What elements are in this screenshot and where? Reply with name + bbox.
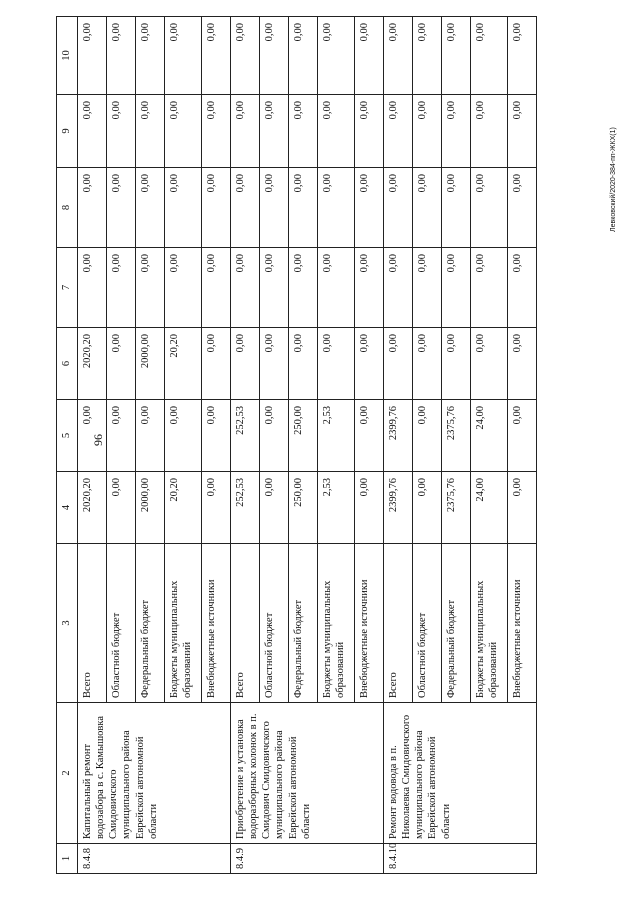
amount-cell: 0,00 xyxy=(508,472,537,544)
amount-cell: 0,00 xyxy=(165,248,202,328)
amount-cell: 0,00 xyxy=(202,328,231,400)
amount-cell: 0,00 xyxy=(508,328,537,400)
funding-source: Всего xyxy=(231,544,260,703)
amount-cell: 0,00 xyxy=(508,168,537,248)
amount-cell: 0,00 xyxy=(202,17,231,95)
amount-cell: 0,00 xyxy=(107,400,136,472)
amount-cell: 0,00 xyxy=(413,95,442,168)
amount-cell: 0,00 xyxy=(384,328,413,400)
amount-cell: 0,00 xyxy=(384,168,413,248)
amount-cell: 0,00 xyxy=(508,95,537,168)
amount-cell: 0,00 xyxy=(471,17,508,95)
amount-cell: 0,00 xyxy=(413,328,442,400)
amount-cell: 0,00 xyxy=(107,248,136,328)
amount-cell: 0,00 xyxy=(136,248,165,328)
item-title: Ремонт водовода в п. Николаевка Смидовичского муниципального района Еврейской автономной области xyxy=(384,703,537,844)
amount-cell: 0,00 xyxy=(355,17,384,95)
header-cell: 7 xyxy=(57,248,78,328)
table-row xyxy=(78,17,107,874)
amount-cell: 0,00 xyxy=(165,95,202,168)
funding-source: Всего xyxy=(78,544,107,703)
budget-table xyxy=(56,16,537,874)
table-header-row xyxy=(57,17,78,874)
amount-cell: 0,00 xyxy=(78,248,107,328)
item-code: 8.4.8 xyxy=(78,844,231,874)
amount-cell: 0,00 xyxy=(260,17,289,95)
funding-source: Всего xyxy=(384,544,413,703)
amount-cell: 0,00 xyxy=(413,168,442,248)
amount-cell: 0,00 xyxy=(471,168,508,248)
amount-cell: 0,00 xyxy=(471,248,508,328)
amount-cell: 0,00 xyxy=(318,95,355,168)
item-title: Капитальный ремонт водозабора в с. Камышовка Смидовичского муниципального района Еврейской автономной области xyxy=(78,703,231,844)
amount-cell: 0,00 xyxy=(289,95,318,168)
amount-cell: 0,00 xyxy=(355,400,384,472)
funding-source: Внебюджетные источники xyxy=(508,544,537,703)
amount-cell: 0,00 xyxy=(413,248,442,328)
amount-cell: 0,00 xyxy=(413,472,442,544)
amount-cell: 0,00 xyxy=(107,168,136,248)
amount-cell: 0,00 xyxy=(136,168,165,248)
amount-cell: 0,00 xyxy=(289,17,318,95)
funding-source: Внебюджетные источники xyxy=(202,544,231,703)
amount-cell: 0,00 xyxy=(165,17,202,95)
amount-cell: 0,00 xyxy=(289,328,318,400)
amount-cell: 2000,00 xyxy=(136,328,165,400)
funding-source: Областной бюджет xyxy=(107,544,136,703)
amount-cell: 0,00 xyxy=(442,328,471,400)
amount-cell: 2399,76 xyxy=(384,472,413,544)
amount-cell: 0,00 xyxy=(78,400,107,472)
amount-cell: 0,00 xyxy=(260,400,289,472)
amount-cell: 0,00 xyxy=(471,95,508,168)
amount-cell: 0,00 xyxy=(136,400,165,472)
amount-cell: 2000,00 xyxy=(136,472,165,544)
table-body xyxy=(57,17,537,874)
amount-cell: 0,00 xyxy=(165,400,202,472)
amount-cell: 24,00 xyxy=(471,400,508,472)
amount-cell: 0,00 xyxy=(78,168,107,248)
funding-source: Федеральный бюджет xyxy=(289,544,318,703)
amount-cell: 252,53 xyxy=(231,472,260,544)
header-cell: 3 xyxy=(57,544,78,703)
amount-cell: 0,00 xyxy=(260,328,289,400)
header-cell: 10 xyxy=(57,17,78,95)
amount-cell: 0,00 xyxy=(413,400,442,472)
amount-cell: 0,00 xyxy=(231,168,260,248)
amount-cell: 0,00 xyxy=(107,472,136,544)
header-cell: 5 xyxy=(57,400,78,472)
amount-cell: 0,00 xyxy=(202,95,231,168)
amount-cell: 0,00 xyxy=(260,168,289,248)
document-watermark: Левковский/2020-384-пп-ЖКХ(1) xyxy=(610,127,617,232)
amount-cell: 0,00 xyxy=(107,328,136,400)
amount-cell: 0,00 xyxy=(384,248,413,328)
rotated-table-wrapper xyxy=(56,17,523,874)
funding-source: Областной бюджет xyxy=(413,544,442,703)
amount-cell: 20,20 xyxy=(165,328,202,400)
funding-source: Бюджеты муниципальных образований xyxy=(318,544,355,703)
amount-cell: 0,00 xyxy=(78,95,107,168)
funding-source: Бюджеты муниципальных образований xyxy=(471,544,508,703)
amount-cell: 0,00 xyxy=(165,168,202,248)
header-cell: 1 xyxy=(57,844,78,874)
amount-cell: 0,00 xyxy=(508,400,537,472)
amount-cell: 0,00 xyxy=(355,248,384,328)
funding-source: Внебюджетные источники xyxy=(355,544,384,703)
amount-cell: 0,00 xyxy=(355,95,384,168)
item-code: 8.4.9 xyxy=(231,844,384,874)
page-number: 96 xyxy=(91,434,105,446)
header-cell: 6 xyxy=(57,328,78,400)
amount-cell: 20,20 xyxy=(165,472,202,544)
amount-cell: 0,00 xyxy=(442,95,471,168)
amount-cell: 2020,20 xyxy=(78,328,107,400)
amount-cell: 2375,76 xyxy=(442,400,471,472)
funding-source: Федеральный бюджет xyxy=(136,544,165,703)
amount-cell: 0,00 xyxy=(384,17,413,95)
amount-cell: 0,00 xyxy=(355,472,384,544)
item-code: 8.4.10 xyxy=(384,844,537,874)
amount-cell: 24,00 xyxy=(471,472,508,544)
amount-cell: 0,00 xyxy=(318,168,355,248)
amount-cell: 0,00 xyxy=(202,472,231,544)
table-row xyxy=(231,17,260,874)
header-cell: 8 xyxy=(57,168,78,248)
amount-cell: 0,00 xyxy=(202,168,231,248)
header-cell: 4 xyxy=(57,472,78,544)
amount-cell: 0,00 xyxy=(355,328,384,400)
amount-cell: 2375,76 xyxy=(442,472,471,544)
item-title: Приобретение и установка водоразборных колонок в п. Смидович Смидовичского муниципального района Еврейской автономной области xyxy=(231,703,384,844)
amount-cell: 2399,76 xyxy=(384,400,413,472)
amount-cell: 0,00 xyxy=(384,95,413,168)
amount-cell: 0,00 xyxy=(136,17,165,95)
funding-source: Федеральный бюджет xyxy=(442,544,471,703)
amount-cell: 0,00 xyxy=(107,95,136,168)
amount-cell: 0,00 xyxy=(231,95,260,168)
amount-cell: 250,00 xyxy=(289,472,318,544)
amount-cell: 0,00 xyxy=(508,17,537,95)
amount-cell: 0,00 xyxy=(355,168,384,248)
amount-cell: 0,00 xyxy=(107,17,136,95)
amount-cell: 2,53 xyxy=(318,400,355,472)
amount-cell: 0,00 xyxy=(318,17,355,95)
amount-cell: 0,00 xyxy=(231,17,260,95)
amount-cell: 0,00 xyxy=(289,248,318,328)
amount-cell: 0,00 xyxy=(260,472,289,544)
amount-cell: 0,00 xyxy=(136,95,165,168)
amount-cell: 0,00 xyxy=(202,248,231,328)
amount-cell: 0,00 xyxy=(508,248,537,328)
table-row xyxy=(384,17,413,874)
amount-cell: 0,00 xyxy=(318,248,355,328)
amount-cell: 0,00 xyxy=(442,168,471,248)
amount-cell: 0,00 xyxy=(78,17,107,95)
amount-cell: 250,00 xyxy=(289,400,318,472)
amount-cell: 0,00 xyxy=(413,17,442,95)
amount-cell: 0,00 xyxy=(231,248,260,328)
amount-cell: 0,00 xyxy=(260,95,289,168)
amount-cell: 0,00 xyxy=(442,17,471,95)
amount-cell: 252,53 xyxy=(231,400,260,472)
amount-cell: 0,00 xyxy=(202,400,231,472)
amount-cell: 2020,20 xyxy=(78,472,107,544)
amount-cell: 0,00 xyxy=(231,328,260,400)
funding-source: Областной бюджет xyxy=(260,544,289,703)
header-cell: 9 xyxy=(57,95,78,168)
amount-cell: 0,00 xyxy=(289,168,318,248)
funding-source: Бюджеты муниципальных образований xyxy=(165,544,202,703)
amount-cell: 0,00 xyxy=(442,248,471,328)
amount-cell: 0,00 xyxy=(260,248,289,328)
amount-cell: 0,00 xyxy=(471,328,508,400)
amount-cell: 0,00 xyxy=(318,328,355,400)
amount-cell: 2,53 xyxy=(318,472,355,544)
header-cell: 2 xyxy=(57,703,78,844)
